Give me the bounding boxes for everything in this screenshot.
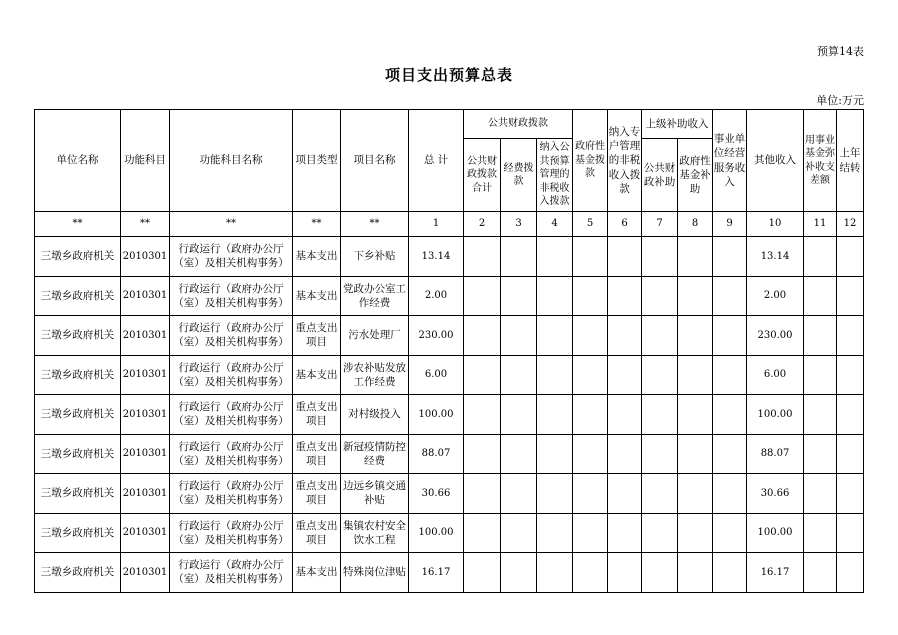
proj-type-cell: 基本支出 (293, 237, 341, 277)
other-income-cell: 16.17 (747, 553, 804, 593)
unit-name-cell: 三墩乡政府机关 (35, 237, 121, 277)
total-cell: 2.00 (409, 276, 464, 316)
empty-cell (678, 395, 713, 435)
empty-cell (837, 434, 864, 474)
table-row (35, 553, 864, 593)
empty-cell (642, 395, 678, 435)
empty-cell (642, 237, 678, 277)
empty-cell (501, 276, 537, 316)
func-code-cell: 2010301 (121, 474, 170, 514)
other-income-cell: 6.00 (747, 355, 804, 395)
other-income-cell: 88.07 (747, 434, 804, 474)
code-cell: 4 (537, 212, 573, 237)
empty-cell (464, 474, 501, 514)
empty-cell (573, 474, 608, 514)
func-name-cell: 行政运行（政府办公厅（室）及相关机构事务） (170, 434, 293, 474)
empty-cell (608, 434, 642, 474)
func-name-cell: 行政运行（政府办公厅（室）及相关机构事务） (170, 553, 293, 593)
other-income-cell: 30.66 (747, 474, 804, 514)
empty-cell (713, 395, 747, 435)
empty-cell (642, 316, 678, 356)
proj-name-cell: 党政办公室工作经费 (341, 276, 409, 316)
empty-cell (608, 513, 642, 553)
empty-cell (804, 434, 837, 474)
empty-cell (608, 395, 642, 435)
page-title: 项目支出预算总表 (384, 66, 513, 84)
code-cell: 6 (608, 212, 642, 237)
empty-cell (464, 434, 501, 474)
empty-cell (713, 237, 747, 277)
total-cell: 30.66 (409, 474, 464, 514)
empty-cell (713, 434, 747, 474)
code-cell: 1 (409, 212, 464, 237)
empty-cell (837, 276, 864, 316)
header-special-mgmt: 纳入专户管理的非税收入拨款 (608, 110, 642, 212)
table-row (35, 276, 864, 316)
empty-cell (642, 434, 678, 474)
empty-cell (804, 237, 837, 277)
header-total: 总 计 (409, 110, 464, 212)
header-proj-name: 项目名称 (341, 110, 409, 212)
func-code-cell: 2010301 (121, 434, 170, 474)
func-code-cell: 2010301 (121, 355, 170, 395)
other-income-cell: 230.00 (747, 316, 804, 356)
empty-cell (501, 434, 537, 474)
func-name-cell: 行政运行（政府办公厅（室）及相关机构事务） (170, 395, 293, 435)
other-income-cell: 2.00 (747, 276, 804, 316)
func-name-cell: 行政运行（政府办公厅（室）及相关机构事务） (170, 316, 293, 356)
empty-cell (537, 355, 573, 395)
empty-cell (464, 513, 501, 553)
empty-cell (678, 276, 713, 316)
empty-cell (501, 474, 537, 514)
empty-cell (573, 355, 608, 395)
table-row (35, 355, 864, 395)
proj-name-cell: 污水处理厂 (341, 316, 409, 356)
table-row (35, 237, 864, 277)
proj-type-cell: 基本支出 (293, 355, 341, 395)
func-name-cell: 行政运行（政府办公厅（室）及相关机构事务） (170, 474, 293, 514)
code-cell: 3 (501, 212, 537, 237)
empty-cell (537, 513, 573, 553)
func-code-cell: 2010301 (121, 276, 170, 316)
table-row (35, 513, 864, 553)
empty-cell (713, 513, 747, 553)
func-name-cell: 行政运行（政府办公厅（室）及相关机构事务） (170, 513, 293, 553)
empty-cell (678, 355, 713, 395)
empty-cell (464, 395, 501, 435)
proj-name-cell: 边远乡镇交通补贴 (341, 474, 409, 514)
empty-cell (608, 553, 642, 593)
header-upper-subsidy: 上级补助收入 (642, 110, 713, 139)
code-cell: ** (35, 212, 121, 237)
empty-cell (537, 237, 573, 277)
proj-type-cell: 重点支出项目 (293, 513, 341, 553)
empty-cell (608, 276, 642, 316)
empty-cell (608, 355, 642, 395)
budget-table (34, 109, 864, 593)
empty-cell (573, 513, 608, 553)
func-code-cell: 2010301 (121, 553, 170, 593)
empty-cell (501, 513, 537, 553)
empty-cell (501, 355, 537, 395)
empty-cell (837, 395, 864, 435)
proj-name-cell: 集镇农村安全饮水工程 (341, 513, 409, 553)
empty-cell (713, 355, 747, 395)
empty-cell (837, 355, 864, 395)
empty-cell (804, 395, 837, 435)
func-code-cell: 2010301 (121, 513, 170, 553)
unit-name-cell: 三墩乡政府机关 (35, 276, 121, 316)
empty-cell (573, 434, 608, 474)
empty-cell (642, 474, 678, 514)
code-cell: 5 (573, 212, 608, 237)
empty-cell (837, 513, 864, 553)
proj-name-cell: 新冠疫情防控经费 (341, 434, 409, 474)
header-gov-fund: 政府性基金拨款 (573, 110, 608, 212)
code-cell: 2 (464, 212, 501, 237)
unit-name-cell: 三墩乡政府机关 (35, 316, 121, 356)
empty-cell (804, 355, 837, 395)
empty-cell (837, 474, 864, 514)
empty-cell (464, 316, 501, 356)
empty-cell (464, 355, 501, 395)
total-cell: 6.00 (409, 355, 464, 395)
empty-cell (537, 434, 573, 474)
func-code-cell: 2010301 (121, 316, 170, 356)
proj-name-cell: 涉农补贴发放工作经费 (341, 355, 409, 395)
empty-cell (608, 474, 642, 514)
proj-type-cell: 重点支出项目 (293, 474, 341, 514)
header-business-income: 事业单位经营服务收入 (713, 110, 747, 212)
empty-cell (837, 237, 864, 277)
code-cell: ** (341, 212, 409, 237)
header-proj-type: 项目类型 (293, 110, 341, 212)
empty-cell (537, 316, 573, 356)
unit-name-cell: 三墩乡政府机关 (35, 395, 121, 435)
empty-cell (837, 316, 864, 356)
code-cell: ** (293, 212, 341, 237)
empty-cell (804, 553, 837, 593)
unit-name-cell: 三墩乡政府机关 (35, 513, 121, 553)
func-name-cell: 行政运行（政府办公厅（室）及相关机构事务） (170, 237, 293, 277)
proj-type-cell: 基本支出 (293, 553, 341, 593)
header-pf-funding: 经费拨款 (501, 139, 537, 212)
empty-cell (608, 316, 642, 356)
header-fund-gap: 用事业基金弥补收支差额 (804, 110, 837, 212)
unit-label: 单位:万元 (816, 94, 864, 107)
proj-type-cell: 重点支出项目 (293, 395, 341, 435)
empty-cell (713, 276, 747, 316)
empty-cell (713, 553, 747, 593)
empty-cell (804, 276, 837, 316)
empty-cell (573, 316, 608, 356)
empty-cell (501, 237, 537, 277)
empty-cell (573, 276, 608, 316)
empty-cell (501, 553, 537, 593)
empty-cell (537, 474, 573, 514)
table-body (35, 237, 864, 593)
empty-cell (804, 474, 837, 514)
empty-cell (501, 316, 537, 356)
proj-type-cell: 重点支出项目 (293, 434, 341, 474)
total-cell: 100.00 (409, 395, 464, 435)
other-income-cell: 100.00 (747, 395, 804, 435)
unit-name-cell: 三墩乡政府机关 (35, 355, 121, 395)
header-func-name: 功能科目名称 (170, 110, 293, 212)
empty-cell (537, 553, 573, 593)
total-cell: 88.07 (409, 434, 464, 474)
empty-cell (573, 553, 608, 593)
empty-cell (573, 237, 608, 277)
proj-name-cell: 特殊岗位津贴 (341, 553, 409, 593)
header-carry-over: 上年结转 (837, 110, 864, 212)
table-row (35, 395, 864, 435)
code-cell: 7 (642, 212, 678, 237)
code-cell: 12 (837, 212, 864, 237)
empty-cell (678, 434, 713, 474)
total-cell: 13.14 (409, 237, 464, 277)
code-cell: 9 (713, 212, 747, 237)
empty-cell (642, 355, 678, 395)
unit-name-cell: 三墩乡政府机关 (35, 553, 121, 593)
empty-cell (804, 513, 837, 553)
func-code-cell: 2010301 (121, 395, 170, 435)
empty-cell (713, 474, 747, 514)
empty-cell (464, 276, 501, 316)
empty-cell (537, 276, 573, 316)
empty-cell (642, 553, 678, 593)
header-other-income: 其他收入 (747, 110, 804, 212)
empty-cell (713, 316, 747, 356)
total-cell: 16.17 (409, 553, 464, 593)
proj-name-cell: 下乡补贴 (341, 237, 409, 277)
code-cell: ** (121, 212, 170, 237)
func-code-cell: 2010301 (121, 237, 170, 277)
code-cell: 8 (678, 212, 713, 237)
form-number: 预算14表 (817, 45, 864, 58)
code-row (35, 212, 864, 237)
empty-cell (678, 474, 713, 514)
other-income-cell: 100.00 (747, 513, 804, 553)
header-us-gov-fund: 政府性基金补助 (678, 139, 713, 212)
code-cell: ** (170, 212, 293, 237)
proj-name-cell: 对村级投入 (341, 395, 409, 435)
empty-cell (837, 553, 864, 593)
table-row (35, 434, 864, 474)
table-row (35, 474, 864, 514)
other-income-cell: 13.14 (747, 237, 804, 277)
code-cell: 11 (804, 212, 837, 237)
empty-cell (464, 553, 501, 593)
total-cell: 100.00 (409, 513, 464, 553)
table-row (35, 316, 864, 356)
proj-type-cell: 基本支出 (293, 276, 341, 316)
empty-cell (804, 316, 837, 356)
header-pf-total: 公共财政拨款合计 (464, 139, 501, 212)
header-public-finance: 公共财政拨款 (464, 110, 573, 139)
header-us-public: 公共财政补助 (642, 139, 678, 212)
empty-cell (608, 237, 642, 277)
header-unit-name: 单位名称 (35, 110, 121, 212)
empty-cell (678, 553, 713, 593)
total-cell: 230.00 (409, 316, 464, 356)
empty-cell (678, 237, 713, 277)
empty-cell (573, 395, 608, 435)
header-pf-nontax: 纳入公共预算管理的非税收入拨款 (537, 139, 573, 212)
code-cell: 10 (747, 212, 804, 237)
func-name-cell: 行政运行（政府办公厅（室）及相关机构事务） (170, 276, 293, 316)
unit-name-cell: 三墩乡政府机关 (35, 434, 121, 474)
empty-cell (642, 513, 678, 553)
empty-cell (464, 237, 501, 277)
header-func-code: 功能科目 (121, 110, 170, 212)
empty-cell (537, 395, 573, 435)
func-name-cell: 行政运行（政府办公厅（室）及相关机构事务） (170, 355, 293, 395)
unit-name-cell: 三墩乡政府机关 (35, 474, 121, 514)
proj-type-cell: 重点支出项目 (293, 316, 341, 356)
empty-cell (678, 316, 713, 356)
empty-cell (501, 395, 537, 435)
empty-cell (642, 276, 678, 316)
empty-cell (678, 513, 713, 553)
